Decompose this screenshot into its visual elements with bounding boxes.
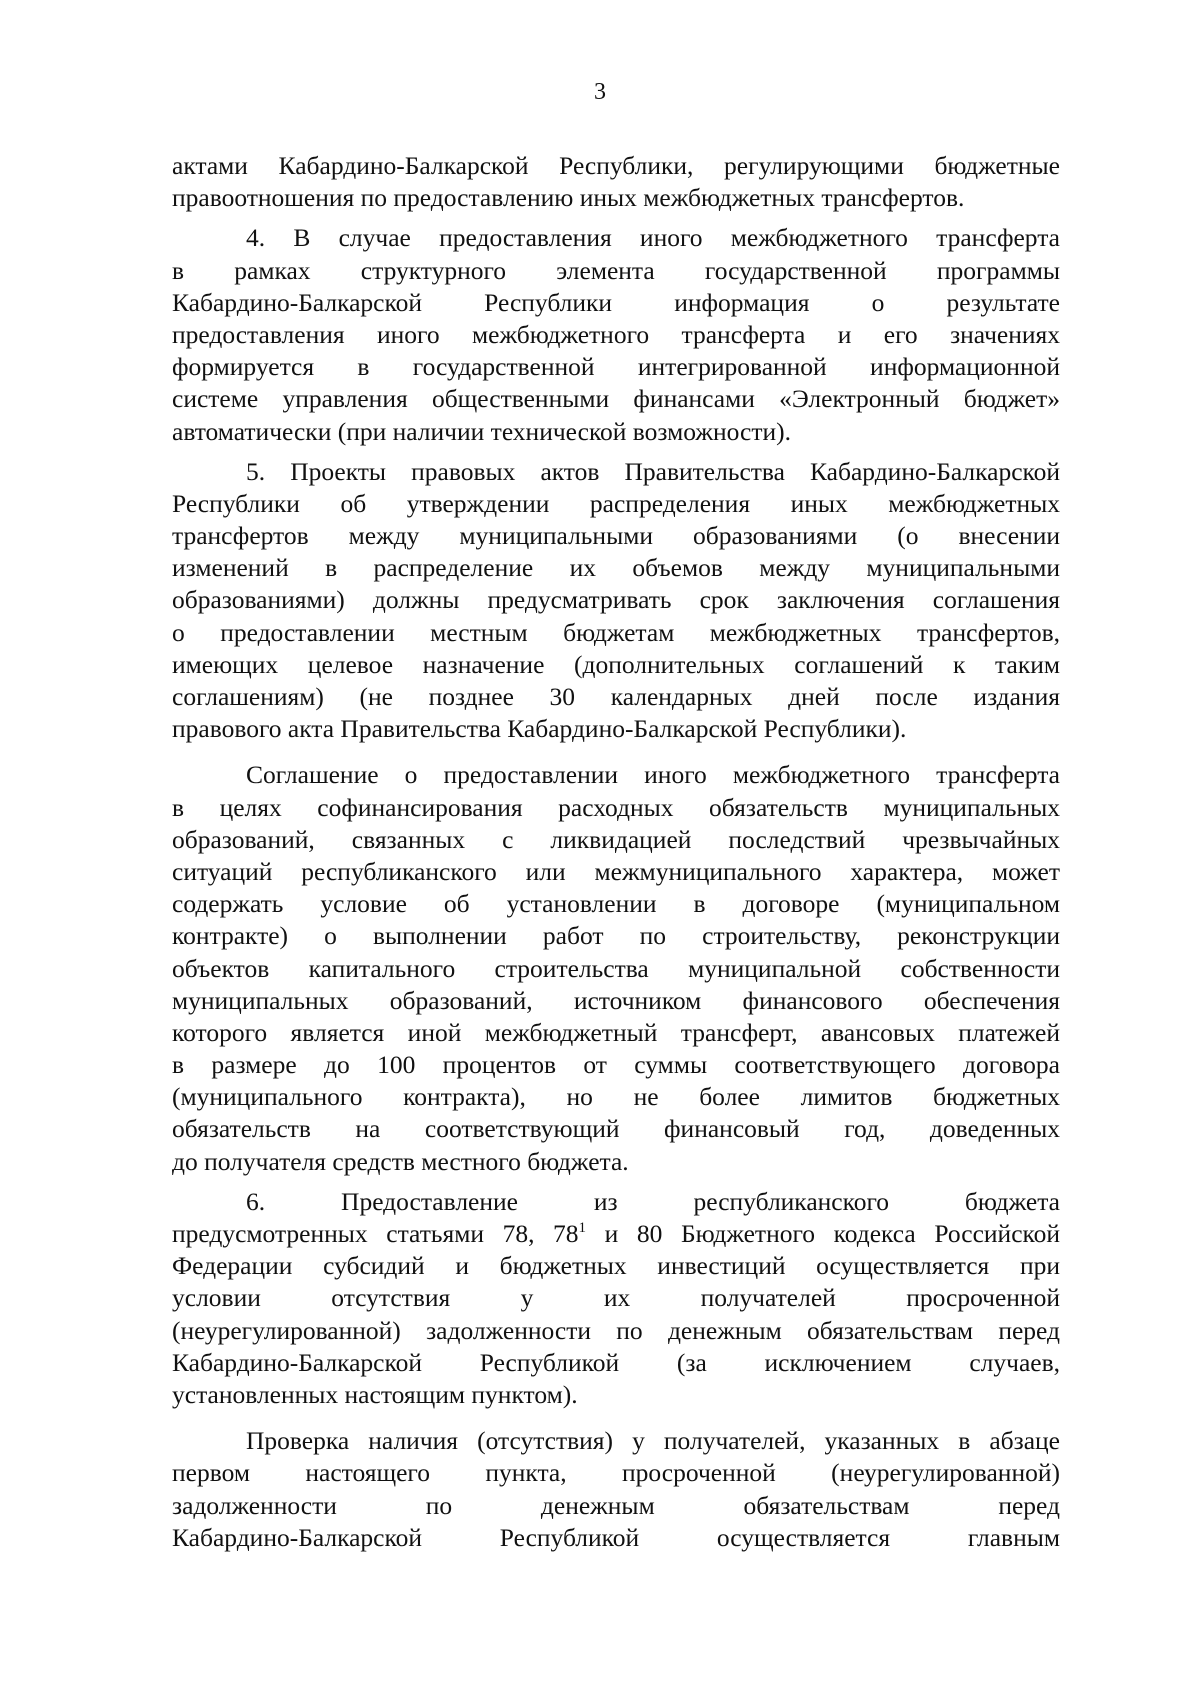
text-segment: предусмотренных статьями 78, 78 xyxy=(172,1219,579,1248)
text-line: установленных настоящим пунктом). xyxy=(172,1379,578,1409)
page-number: 3 xyxy=(594,79,606,105)
text-line: образованиями) должны предусматривать срок заключения соглашения xyxy=(172,585,1060,615)
text-line: системе управления общественными финансами «Электронный бюджет» xyxy=(172,384,1060,414)
text-line: Проверка наличия (отсутствия) у получателей, указанных в абзаце xyxy=(246,1426,1060,1456)
text-line: условии отсутствия у их получателей просроченной xyxy=(172,1283,1060,1313)
text-line: в целях софинансирования расходных обязательств муниципальных xyxy=(172,792,1060,822)
text-line: обязательств на соответствующий финансовый год, доведенных xyxy=(172,1114,1060,1144)
text-line: 6. Предоставление из республиканского бюджета xyxy=(246,1186,1060,1216)
text-segment: и 80 Бюджетного кодекса Российской xyxy=(586,1219,1061,1248)
text-line: автоматически (при наличии технической возможности). xyxy=(172,416,792,446)
text-line: объектов капитального строительства муниципальной собственности xyxy=(172,953,1060,983)
text-line: о предоставлении местным бюджетам межбюджетных трансфертов, xyxy=(172,617,1060,647)
text-line: образований, связанных с ликвидацией последствий чрезвычайных xyxy=(172,824,1060,854)
text-line: правоотношения по предоставлению иных межбюджетных трансфертов. xyxy=(172,183,965,213)
text-line: правового акта Правительства Кабардино-Балкарской Республики). xyxy=(172,714,907,744)
text-line: до получателя средств местного бюджета. xyxy=(172,1146,629,1176)
text-line: Республики об утверждении распределения иных межбюджетных xyxy=(172,488,1060,518)
text-line: трансфертов между муниципальными образованиями (о внесении xyxy=(172,521,1060,551)
text-line: муниципальных образований, источником финансового обеспечения xyxy=(172,985,1060,1015)
paragraph xyxy=(172,150,1060,214)
text-line: соглашениям) (не позднее 30 календарных дней после издания xyxy=(172,682,1060,711)
text-line: ситуаций республиканского или межмуниципального характера, может xyxy=(172,856,1060,886)
document-body xyxy=(172,150,1060,1554)
text-line: содержать условие об установлении в договоре (муниципальном xyxy=(172,889,1060,919)
text-line: 5. Проекты правовых актов Правительства Кабардино-Балкарской xyxy=(246,456,1060,486)
text-line: актами Кабардино-Балкарской Республики, регулирующими бюджетные xyxy=(172,151,1060,180)
paragraph xyxy=(172,1425,1060,1554)
text-line: формируется в государственной интегрированной информационной xyxy=(172,352,1060,382)
paragraph xyxy=(172,456,1060,746)
paragraph xyxy=(172,222,1060,447)
text-line: Кабардино-Балкарской Республикой (за исключением случаев, xyxy=(172,1347,1060,1377)
text-line: предоставления иного межбюджетного трансферта и его значениях xyxy=(172,319,1060,349)
text-line: Федерации субсидий и бюджетных инвестиций осуществляется при xyxy=(172,1251,1060,1281)
text-line: (муниципального контракта), но не более лимитов бюджетных xyxy=(172,1082,1060,1112)
text-line: задолженности по денежным обязательствам перед xyxy=(172,1490,1060,1520)
text-line: контракте) о выполнении работ по строительству, реконструкции xyxy=(172,921,1060,951)
text-line: изменений в распределение их объемов между муниципальными xyxy=(172,553,1060,583)
paragraph xyxy=(172,1186,1060,1411)
text-line: имеющих целевое назначение (дополнительных соглашений к таким xyxy=(172,649,1060,679)
text-line: Кабардино-Балкарской Республики информация о результате xyxy=(172,287,1060,317)
paragraph xyxy=(172,759,1060,1177)
text-line: первом настоящего пункта, просроченной (неурегулированной) xyxy=(172,1458,1060,1488)
superscript: 1 xyxy=(578,1220,587,1236)
text-line: Соглашение о предоставлении иного межбюджетного трансферта xyxy=(246,760,1060,790)
text-line: в размере до 100 процентов от суммы соответствующего договора xyxy=(172,1050,1060,1080)
text-line: которого является иной межбюджетный трансферт, авансовых платежей xyxy=(172,1017,1060,1047)
text-line: Кабардино-Балкарской Республикой осуществляется главным xyxy=(172,1522,1060,1552)
text-line: в рамках структурного элемента государственной программы xyxy=(172,255,1060,285)
text-line xyxy=(172,1218,1060,1250)
text-line: (неурегулированной) задолженности по денежным обязательствам перед xyxy=(172,1315,1060,1345)
text-line: 4. В случае предоставления иного межбюджетного трансферта xyxy=(246,223,1060,253)
